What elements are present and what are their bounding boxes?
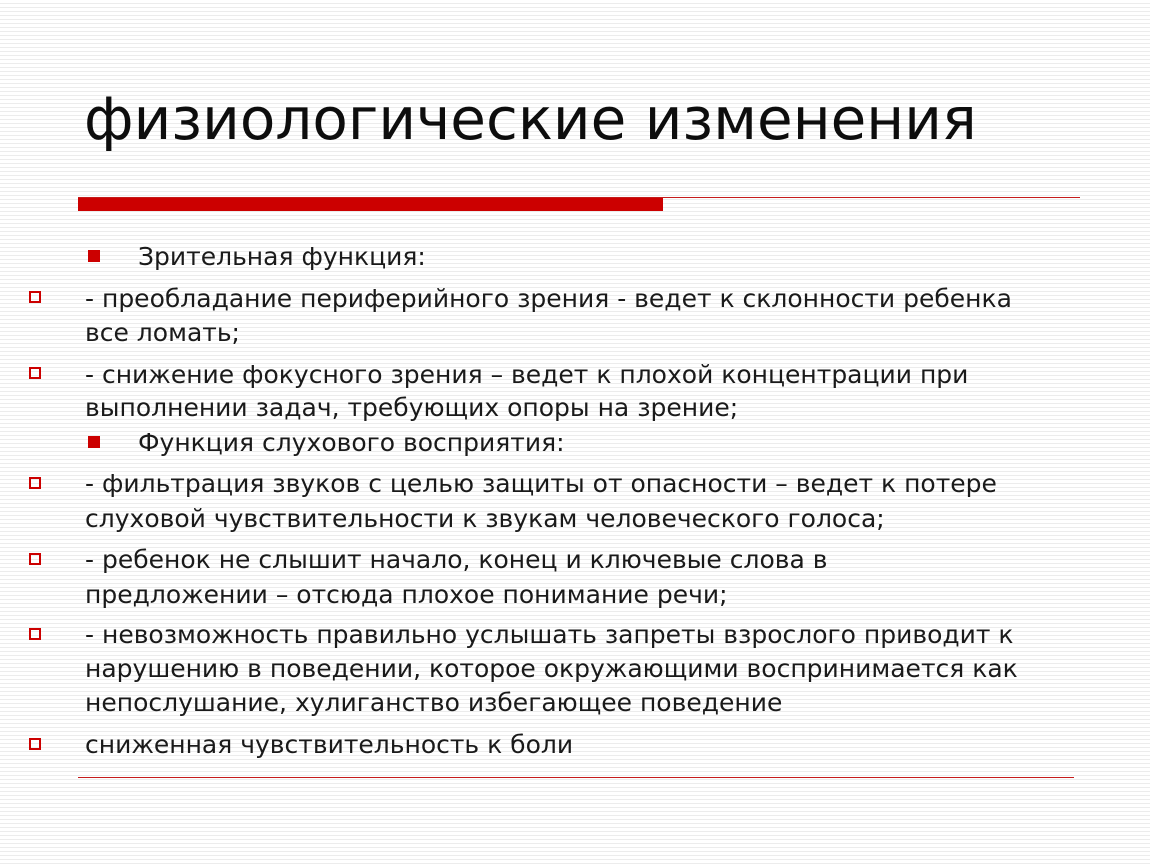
filled-square-bullet-icon bbox=[88, 436, 100, 448]
title-underline-accent-bar bbox=[78, 198, 663, 211]
bullet-item-text-line: предложении – отсюда плохое понимание речи; bbox=[85, 580, 728, 609]
hollow-square-bullet-icon bbox=[29, 477, 41, 489]
section-heading-hearing: Функция слухового восприятия: bbox=[138, 428, 565, 457]
bottom-divider-line bbox=[78, 777, 1074, 778]
bullet-item-text-line: - невозможность правильно услышать запреты взрослого приводит к bbox=[85, 620, 1014, 649]
bullet-item-text-line: - фильтрация звуков с целью защиты от опасности – ведет к потере bbox=[85, 469, 997, 498]
hollow-square-bullet-icon bbox=[29, 553, 41, 565]
filled-square-bullet-icon bbox=[88, 250, 100, 262]
section-heading-visual: Зрительная функция: bbox=[138, 242, 426, 271]
bullet-item-text-line: сниженная чувствительность к боли bbox=[85, 730, 574, 759]
bullet-item-text-line: непослушание, хулиганство избегающее поведение bbox=[85, 688, 783, 717]
hollow-square-bullet-icon bbox=[29, 628, 41, 640]
bullet-item-text-line: слуховой чувствительности к звукам человеческого голоса; bbox=[85, 504, 885, 533]
bullet-item-text-line: нарушению в поведении, которое окружающими воспринимается как bbox=[85, 654, 1018, 683]
bullet-item-text-line: все ломать; bbox=[85, 318, 240, 347]
bullet-item-text-line: - ребенок не слышит начало, конец и ключевые слова в bbox=[85, 545, 828, 574]
bullet-item-text-line: - снижение фокусного зрения – ведет к плохой концентрации при bbox=[85, 360, 969, 389]
hollow-square-bullet-icon bbox=[29, 738, 41, 750]
bullet-item-text-line: выполнении задач, требующих опоры на зрение; bbox=[85, 393, 739, 422]
hollow-square-bullet-icon bbox=[29, 291, 41, 303]
bullet-item-text-line: - преобладание периферийного зрения - ведет к склонности ребенка bbox=[85, 284, 1012, 313]
hollow-square-bullet-icon bbox=[29, 367, 41, 379]
slide-title: физиологические изменения bbox=[84, 85, 977, 153]
